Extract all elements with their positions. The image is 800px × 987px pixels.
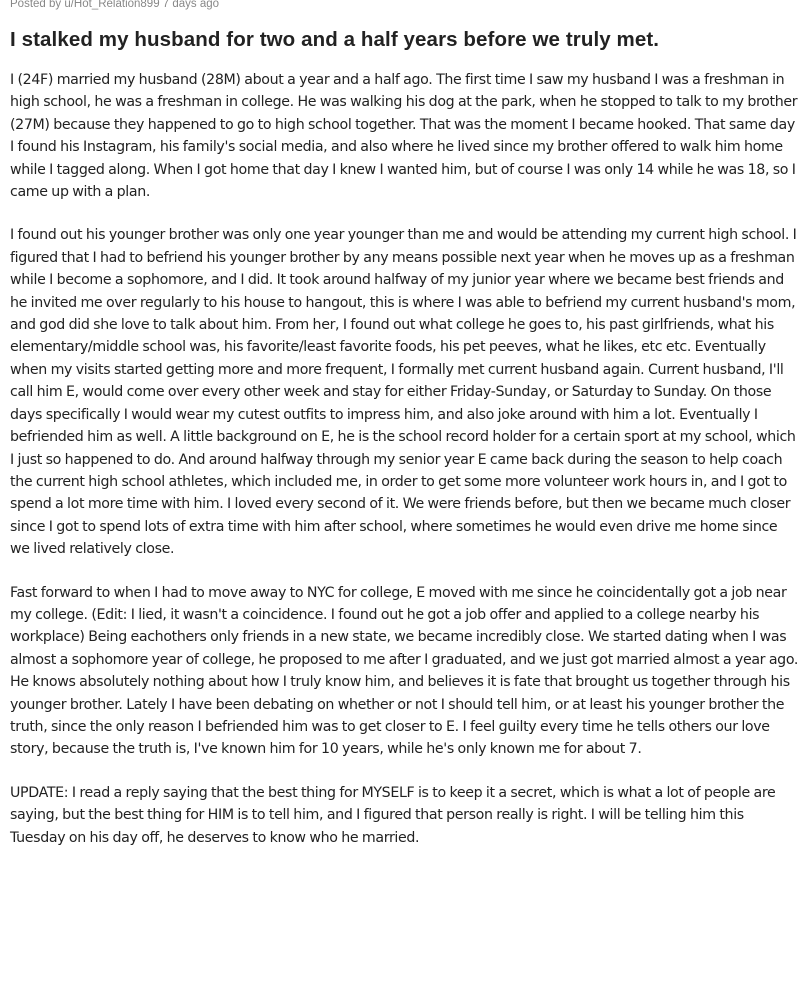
post-title[interactable]: I stalked my husband for two and a half years before we truly met. [10, 28, 660, 51]
post-body [10, 69, 800, 849]
post-paragraph: UPDATE: I read a reply saying that the best thing for MYSELF is to keep it a secret, which is what a lot of people are saying, but the best thing for HIM is to tell him, and I figured that person really is right. I will be telling him this Tuesday on his day off, he deserves to know who he married. [10, 784, 776, 846]
post-paragraph: I (24F) married my husband (28M) about a year and a half ago. The first time I saw my husband I was a freshman in high school, he was a freshman in college. He was walking his dog at the park, when he stopped to talk to my brother (27M) because they happened to go to high school together. That was the moment I became hooked. That same day I found his Instagram, his family's social media, and also where he lived since my brother offered to walk him home while I tagged along. When I got home that day I knew I wanted him, but of course I was only 14 while he was 18, so I came up with a plan. [10, 72, 798, 201]
post-paragraph: Fast forward to when I had to move away to NYC for college, E moved with me since he coincidentally got a job near my college. (Edit: I lied, it wasn't a coincidence. I found out he got a job offer and applied to a college nearby his workplace) Being eachothers only friends in a new state, we became incredibly close. We started dating when I was almost a sophomore year of college, he proposed to me after I graduated, and we just got married almost a year ago. He knows absolutely nothing about how I truly know him, and believes it is fate that brought us together through his younger brother. Lately I have been debating on whether or not I should tell him, or at least his younger brother the truth, since the only reason I befriended him was to get closer to E. I feel guilty every time he tells others our love story, because the truth is, I've known him for 10 years, while he's only known me for about 7. [10, 584, 799, 758]
post-paragraph: I found out his younger brother was only one year younger than me and would be attending my current high school. I figured that I had to befriend his younger brother by any means possible next year when he moves up as a freshman while I become a sophomore, and I did. It took around halfway of my junior year where we became best friends and he invited me over regularly to his house to hangout, this is where I was able to befriend my current husband's mom, and god did she love to talk about him. From her, I found out what college he goes to, his past girlfriends, what his elementary/middle school was, his favorite/least favorite foods, his pet peeves, what he likes, etc etc. Eventually when my visits started getting more and more frequent, I formally met current husband again. Current husband, I'll call him E, would come over every other week and stay for either Friday-Sunday, or Saturday to Sunday. On those days specifically I would wear my cutest outfits to impress him, and also joke around with him a lot. Eventually I befriended him as well. A little background on E, he is the school record holder for a certain sport at my school, which I just so happened to do. And around halfway through my senior year E came back during the season to help coach the current high school athletes, which included me, in order to get some more volunteer work hours in, and I got to spend a lot more time with him. I loved every second of it. We were friends before, but then we became much closer since I got to spend lots of extra time with him after school, where sometimes he would even drive me home since we lived relatively close. [10, 227, 797, 558]
post-meta[interactable]: Posted by u/Hot_Relation899 7 days ago [10, 0, 220, 10]
